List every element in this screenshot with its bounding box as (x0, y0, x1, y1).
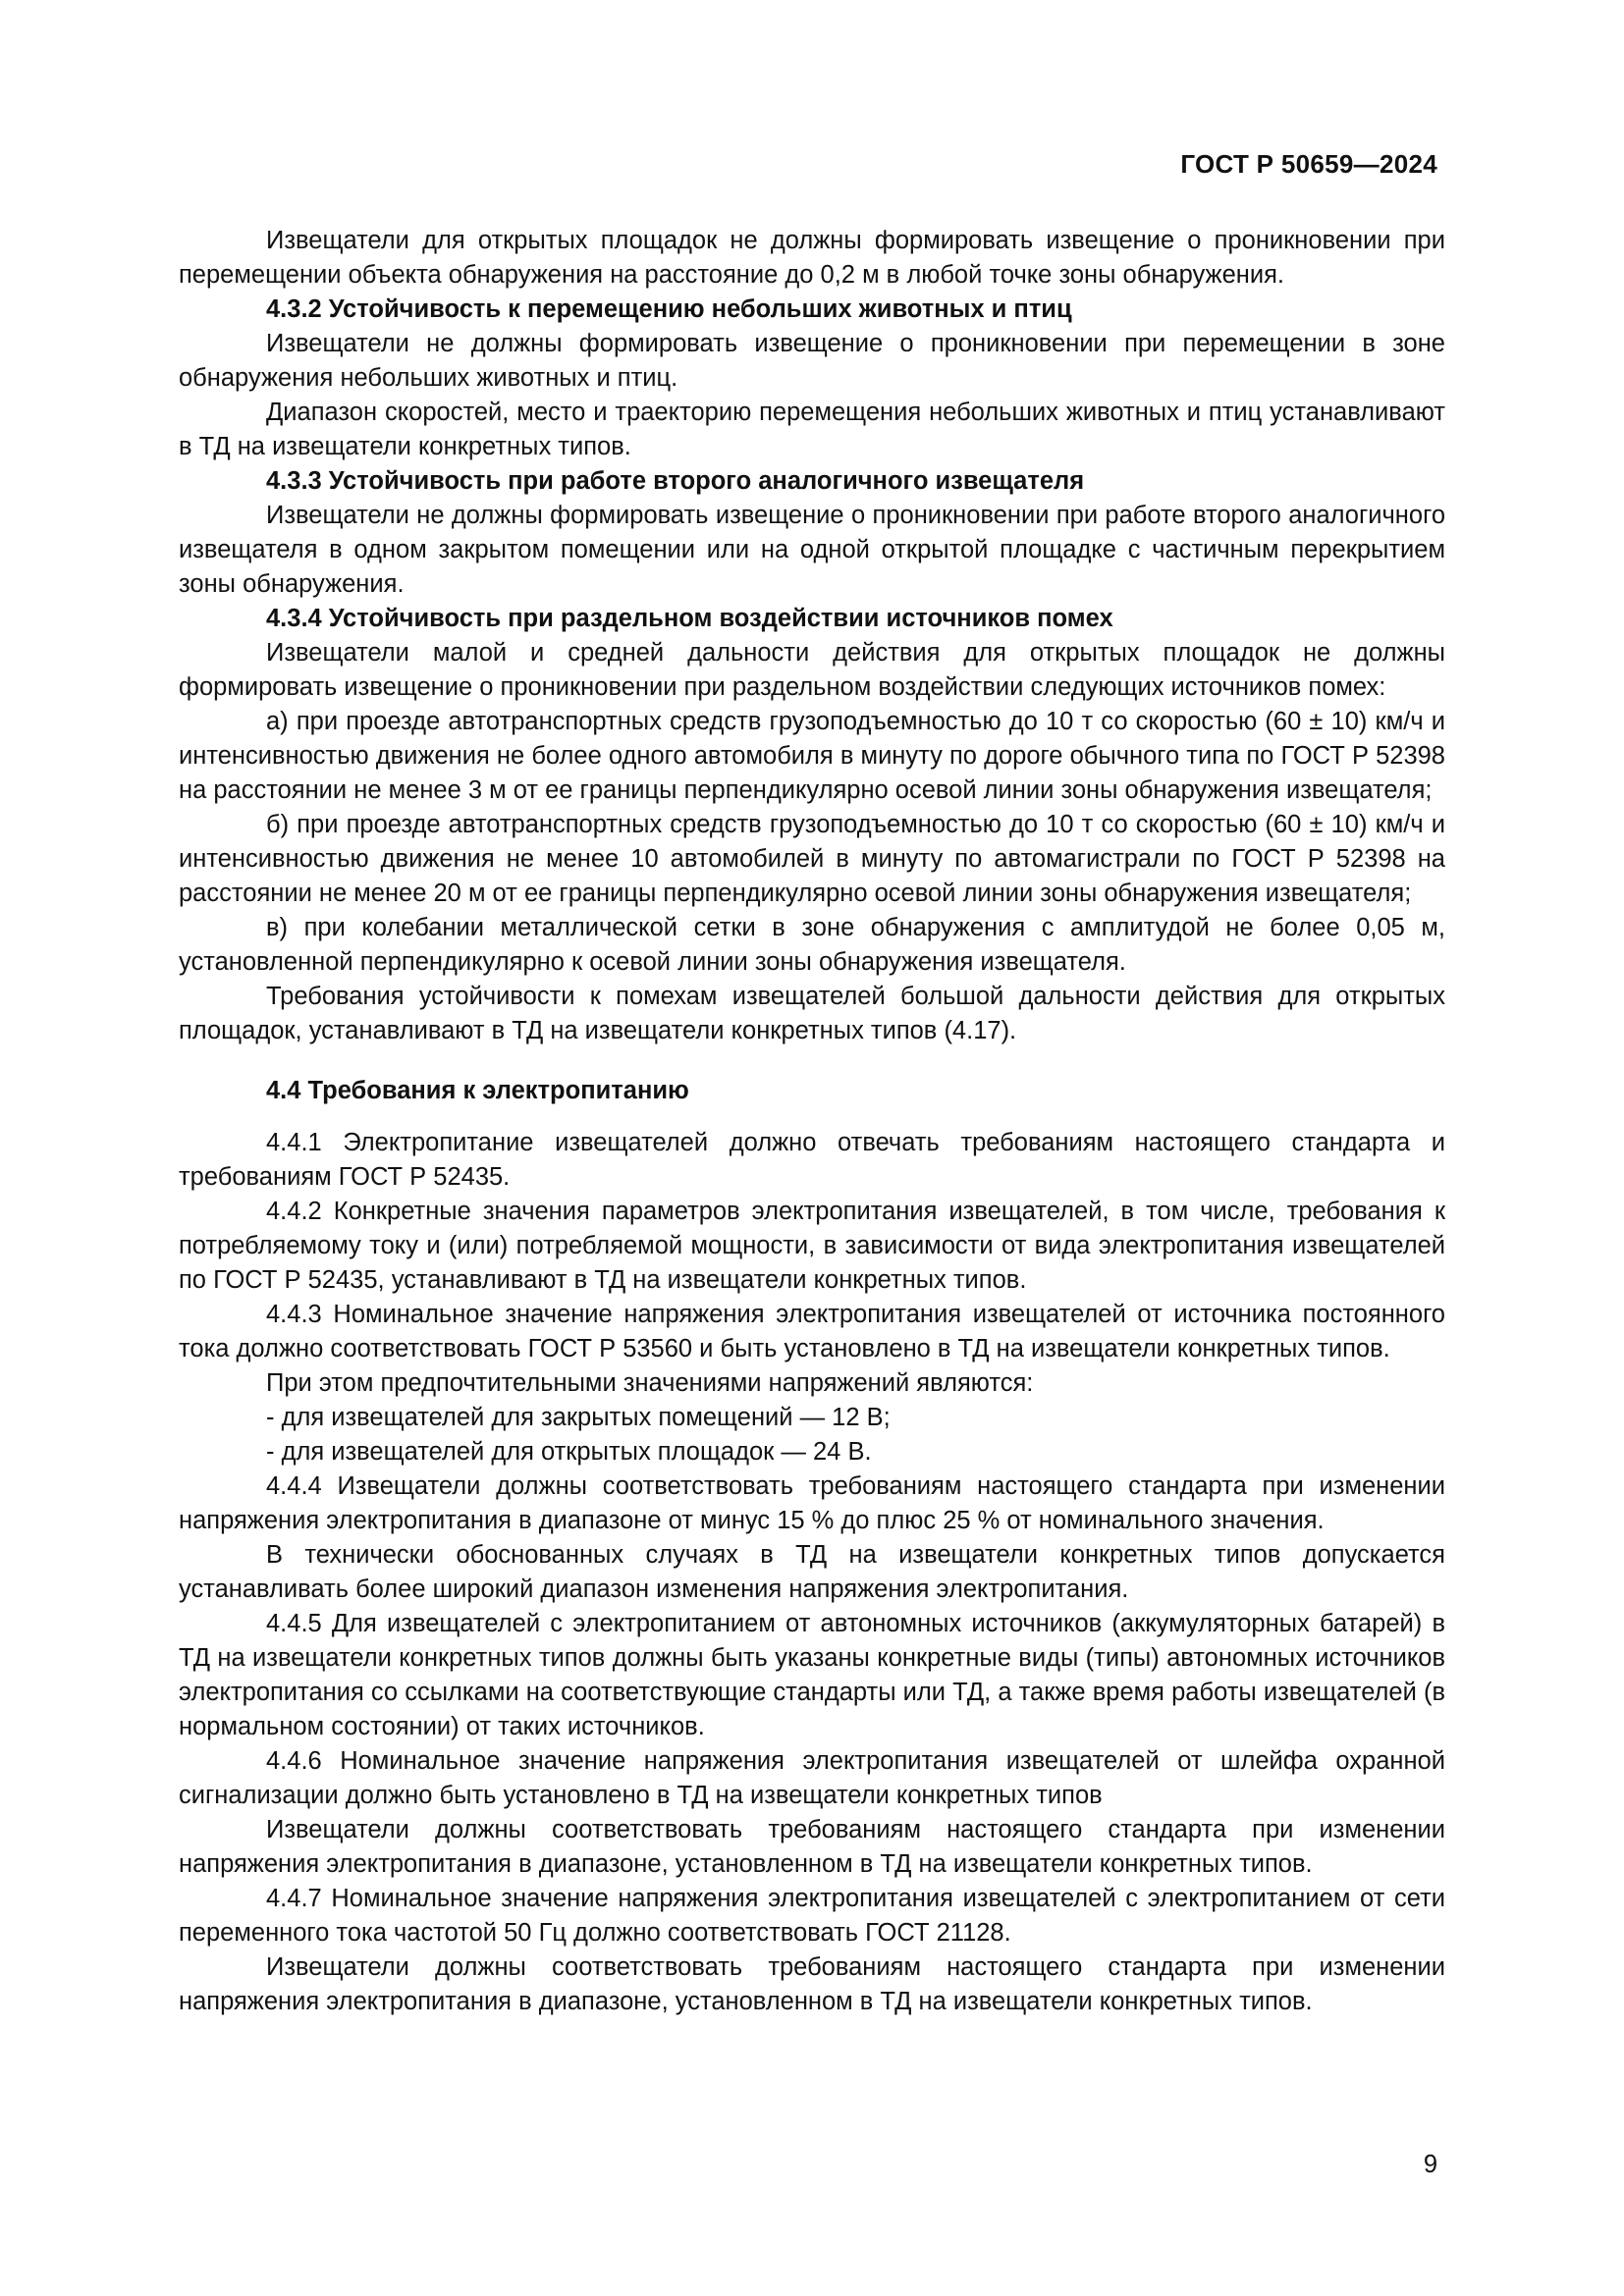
dash-list-item: - для извещателей для закрытых помещений — 12 В; (266, 1404, 891, 1431)
paragraph: Требования устойчивости к помехам извещателей большой дальности действия для открытых площадок, устанавливают в ТД на извещатели конкретных типов (4.17). (179, 983, 1445, 1044)
paragraph: Извещатели не должны формировать извещение о проникновении при работе второго аналогичного извещателя в одном закрытом помещении или на одной открытой площадке с частичным перекрытием зоны обнаружения. (179, 502, 1445, 598)
list-item-b: б) при проезде автотранспортных средств грузоподъемностью до 10 т со скоростью (60 ± 10) км/ч и интенсивностью движения не менее 10 автомобилей в минуту по автомагистрали по ГОСТ Р 52398 на расстоянии не менее 20 м от ее границы перпендикулярно осевой линии зоны обнаружения извещателя; (179, 811, 1445, 907)
clause-4-4-5: 4.4.5 Для извещателей с электропитанием от автономных источников (аккумуляторных батарей) в ТД на извещатели конкретных типов должны быть указаны конкретные виды (типы) автономных источников электропитания со ссылками на соответствующие стандарты или ТД, а также время работы извещателей (в нормальном состоянии) от таких источников. (179, 1610, 1445, 1740)
paragraph: Извещатели не должны формировать извещение о проникновении при перемещении в зоне обнаружения небольших животных и птиц. (179, 330, 1445, 392)
clause-heading-4-3-4: 4.3.4 Устойчивость при раздельном воздействии источников помех (266, 605, 1113, 632)
clause-4-4-3: 4.4.3 Номинальное значение напряжения электропитания извещателей от источника постоянного тока должно соответствовать ГОСТ Р 53560 и быть установлено в ТД на извещатели конкретных типов. (179, 1301, 1445, 1362)
page-number: 9 (1423, 2151, 1437, 2178)
document-code: ГОСТ Р 50659—2024 (1180, 149, 1437, 179)
clause-heading-4-3-2: 4.3.2 Устойчивость к перемещению небольших животных и птиц (266, 295, 1072, 323)
clause-heading-4-3-3: 4.3.3 Устойчивость при работе второго аналогичного извещателя (266, 467, 1085, 495)
list-item-a: а) при проезде автотранспортных средств грузоподъемностью до 10 т со скоростью (60 ± 10) км/ч и интенсивностью движения не более одного автомобиля в минуту по дороге обычного типа по ГОСТ Р 52398 на расстоянии не менее 3 м от ее границы перпендикулярно осевой линии зоны обнаружения извещателя; (179, 708, 1445, 804)
section-heading-4-4: 4.4 Требования к электропитанию (266, 1077, 689, 1104)
paragraph: Извещатели должны соответствовать требованиям настоящего стандарта при изменении напряжения электропитания в диапазоне, установленном в ТД на извещатели конкретных типов. (179, 1953, 1445, 2015)
clause-4-4-1: 4.4.1 Электропитание извещателей должно отвечать требованиям настоящего стандарта и требованиям ГОСТ Р 52435. (179, 1129, 1445, 1191)
clause-4-4-4: 4.4.4 Извещатели должны соответствовать требованиям настоящего стандарта при изменении напряжения электропитания в диапазоне от минус 15 % до плюс 25 % от номинального значения. (179, 1472, 1445, 1534)
clause-4-4-6: 4.4.6 Номинальное значение напряжения электропитания извещателей от шлейфа охранной сигнализации должно быть установлено в ТД на извещатели конкретных типов (179, 1747, 1445, 1809)
paragraph: При этом предпочтительными значениями напряжений являются: (266, 1369, 1034, 1397)
paragraph: В технически обоснованных случаях в ТД на извещатели конкретных типов допускается устанавливать более широкий диапазон изменения напряжения электропитания. (179, 1541, 1445, 1603)
clause-4-4-2: 4.4.2 Конкретные значения параметров электропитания извещателей, в том числе, требования к потребляемому току и (или) потребляемой мощности, в зависимости от вида электропитания извещателей по ГОСТ Р 52435, устанавливают в ТД на извещатели конкретных типов. (179, 1198, 1445, 1294)
document-body (179, 224, 1445, 2019)
dash-list-item: - для извещателей для открытых площадок — 24 В. (266, 1438, 872, 1466)
paragraph: Извещатели должны соответствовать требованиям настоящего стандарта при изменении напряжения электропитания в диапазоне, установленном в ТД на извещатели конкретных типов. (179, 1816, 1445, 1878)
clause-4-4-7: 4.4.7 Номинальное значение напряжения электропитания извещателей с электропитанием от сети переменного тока частотой 50 Гц должно соответствовать ГОСТ 21128. (179, 1885, 1445, 1947)
paragraph: Диапазон скоростей, место и траекторию перемещения небольших животных и птиц устанавливают в ТД на извещатели конкретных типов. (179, 399, 1445, 460)
list-item-v: в) при колебании металлической сетки в зоне обнаружения с амплитудой не более 0,05 м, установленной перпендикулярно к осевой линии зоны обнаружения извещателя. (179, 914, 1445, 976)
paragraph: Извещатели для открытых площадок не должны формировать извещение о проникновении при перемещении объекта обнаружения на расстояние до 0,2 м в любой точке зоны обнаружения. (179, 227, 1445, 289)
paragraph: Извещатели малой и средней дальности действия для открытых площадок не должны формировать извещение о проникновении при раздельном воздействии следующих источников помех: (179, 639, 1445, 701)
